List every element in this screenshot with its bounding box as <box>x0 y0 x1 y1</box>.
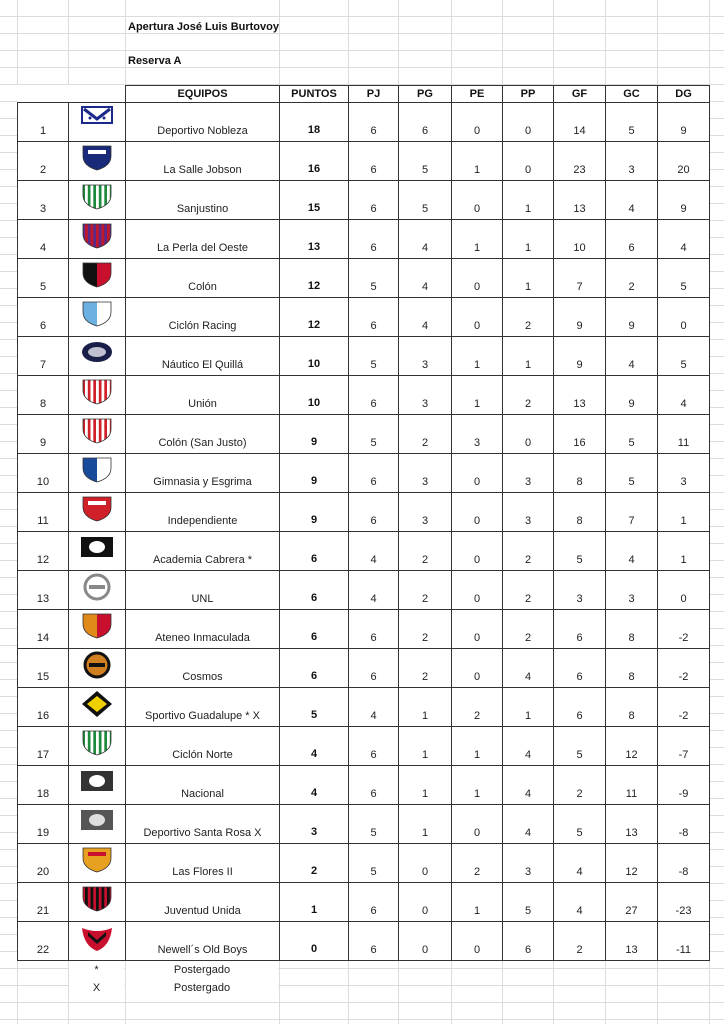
pe-cell: 0 <box>452 649 503 688</box>
dg-cell: -23 <box>658 883 710 922</box>
pg-cell: 1 <box>399 766 452 805</box>
footnote-text: Postergado <box>126 963 278 977</box>
team-name: Cosmos <box>126 649 280 688</box>
gc-cell: 4 <box>606 181 658 220</box>
table-row <box>18 337 710 376</box>
position-cell: 14 <box>18 610 69 649</box>
pj-cell: 6 <box>349 649 399 688</box>
pj-cell: 6 <box>349 298 399 337</box>
pe-cell: 3 <box>452 415 503 454</box>
points-cell: 4 <box>280 727 349 766</box>
table-row <box>18 727 710 766</box>
pg-cell: 2 <box>399 415 452 454</box>
gc-cell: 8 <box>606 610 658 649</box>
pg-cell: 0 <box>399 844 452 883</box>
juventud-unida-crest-icon <box>69 883 126 922</box>
pg-cell: 1 <box>399 727 452 766</box>
table-row <box>18 220 710 259</box>
dg-cell: -11 <box>658 922 710 961</box>
header-blank <box>69 86 126 103</box>
gc-cell: 11 <box>606 766 658 805</box>
position-cell: 12 <box>18 532 69 571</box>
pj-cell: 6 <box>349 220 399 259</box>
table-row <box>18 571 710 610</box>
pp-cell: 2 <box>503 571 554 610</box>
team-name: Academia Cabrera * <box>126 532 280 571</box>
gf-cell: 14 <box>554 103 606 142</box>
position-cell: 6 <box>18 298 69 337</box>
gf-cell: 6 <box>554 610 606 649</box>
gc-cell: 4 <box>606 532 658 571</box>
gf-cell: 7 <box>554 259 606 298</box>
dg-cell: 20 <box>658 142 710 181</box>
independiente-crest-icon <box>69 493 126 532</box>
position-cell: 8 <box>18 376 69 415</box>
pp-cell: 3 <box>503 454 554 493</box>
ciclon-norte-crest-icon <box>69 727 126 766</box>
gc-cell: 13 <box>606 922 658 961</box>
table-row <box>18 493 710 532</box>
table-row <box>18 532 710 571</box>
pp-cell: 2 <box>503 376 554 415</box>
points-cell: 6 <box>280 610 349 649</box>
pg-cell: 0 <box>399 883 452 922</box>
team-name: La Salle Jobson <box>126 142 280 181</box>
dg-cell: 5 <box>658 337 710 376</box>
pj-cell: 5 <box>349 259 399 298</box>
pp-cell: 2 <box>503 610 554 649</box>
team-name: Deportivo Nobleza <box>126 103 280 142</box>
points-cell: 10 <box>280 376 349 415</box>
team-name: Sanjustino <box>126 181 280 220</box>
pg-cell: 1 <box>399 805 452 844</box>
pp-cell: 4 <box>503 805 554 844</box>
table-row <box>18 103 710 142</box>
pp-cell: 4 <box>503 649 554 688</box>
las-flores-crest-icon <box>69 844 126 883</box>
points-cell: 10 <box>280 337 349 376</box>
pg-cell: 6 <box>399 103 452 142</box>
team-name: Ciclón Racing <box>126 298 280 337</box>
table-row <box>18 844 710 883</box>
pp-cell: 1 <box>503 181 554 220</box>
header-gf: GF <box>554 86 606 103</box>
pe-cell: 1 <box>452 727 503 766</box>
pg-cell: 2 <box>399 610 452 649</box>
position-cell: 22 <box>18 922 69 961</box>
position-cell: 9 <box>18 415 69 454</box>
ciclon-racing-crest-icon <box>69 298 126 337</box>
position-cell: 15 <box>18 649 69 688</box>
team-name: Juventud Unida <box>126 883 280 922</box>
page-subtitle: Reserva A <box>128 55 182 67</box>
pj-cell: 5 <box>349 805 399 844</box>
pp-cell: 4 <box>503 766 554 805</box>
team-name: UNL <box>126 571 280 610</box>
pg-cell: 2 <box>399 532 452 571</box>
pe-cell: 2 <box>452 844 503 883</box>
pe-cell: 2 <box>452 688 503 727</box>
dg-cell: 9 <box>658 103 710 142</box>
team-name: Las Flores II <box>126 844 280 883</box>
dg-cell: -2 <box>658 610 710 649</box>
footnote-symbol: * <box>69 963 124 977</box>
deportivo-santa-rosa-crest-icon <box>69 805 126 844</box>
sportivo-guadalupe-crest-icon <box>69 688 126 727</box>
dg-cell: -8 <box>658 805 710 844</box>
header-pj: PJ <box>349 86 399 103</box>
pp-cell: 0 <box>503 103 554 142</box>
pe-cell: 0 <box>452 259 503 298</box>
dg-cell: 11 <box>658 415 710 454</box>
pe-cell: 0 <box>452 298 503 337</box>
position-cell: 20 <box>18 844 69 883</box>
dg-cell: -8 <box>658 844 710 883</box>
header-pp: PP <box>503 86 554 103</box>
team-name: La Perla del Oeste <box>126 220 280 259</box>
gc-cell: 3 <box>606 571 658 610</box>
gc-cell: 3 <box>606 142 658 181</box>
pj-cell: 6 <box>349 454 399 493</box>
points-cell: 6 <box>280 649 349 688</box>
gf-cell: 2 <box>554 766 606 805</box>
points-cell: 9 <box>280 493 349 532</box>
points-cell: 9 <box>280 415 349 454</box>
pe-cell: 1 <box>452 766 503 805</box>
pg-cell: 0 <box>399 922 452 961</box>
pe-cell: 1 <box>452 142 503 181</box>
table-row <box>18 415 710 454</box>
page-title: Apertura José Luis Burtovoy <box>128 21 279 33</box>
pe-cell: 0 <box>452 922 503 961</box>
position-cell: 18 <box>18 766 69 805</box>
points-cell: 12 <box>280 259 349 298</box>
points-cell: 13 <box>280 220 349 259</box>
pe-cell: 0 <box>452 532 503 571</box>
gf-cell: 23 <box>554 142 606 181</box>
team-name: Independiente <box>126 493 280 532</box>
newells-old-boys-crest-icon <box>69 922 126 961</box>
position-cell: 2 <box>18 142 69 181</box>
gf-cell: 6 <box>554 649 606 688</box>
la-salle-jobson-crest-icon <box>69 142 126 181</box>
header-equipos: EQUIPOS <box>126 86 280 103</box>
gc-cell: 2 <box>606 259 658 298</box>
pj-cell: 6 <box>349 376 399 415</box>
la-perla-del-oeste-crest-icon <box>69 220 126 259</box>
points-cell: 18 <box>280 103 349 142</box>
gc-cell: 5 <box>606 454 658 493</box>
position-cell: 19 <box>18 805 69 844</box>
dg-cell: 9 <box>658 181 710 220</box>
table-header-row <box>18 86 710 103</box>
pg-cell: 3 <box>399 493 452 532</box>
ateneo-inmaculada-crest-icon <box>69 610 126 649</box>
table-row <box>18 298 710 337</box>
team-name: Náutico El Quillá <box>126 337 280 376</box>
points-cell: 12 <box>280 298 349 337</box>
gc-cell: 12 <box>606 727 658 766</box>
gf-cell: 9 <box>554 298 606 337</box>
pp-cell: 1 <box>503 688 554 727</box>
dg-cell: 0 <box>658 571 710 610</box>
colon-crest-icon <box>69 259 126 298</box>
pj-cell: 4 <box>349 688 399 727</box>
table-row <box>18 259 710 298</box>
pj-cell: 6 <box>349 922 399 961</box>
team-name: Newell´s Old Boys <box>126 922 280 961</box>
standings-table <box>17 85 710 961</box>
header-blank <box>18 86 69 103</box>
table-row <box>18 649 710 688</box>
pe-cell: 1 <box>452 337 503 376</box>
position-cell: 7 <box>18 337 69 376</box>
pj-cell: 6 <box>349 883 399 922</box>
team-name: Sportivo Guadalupe * X <box>126 688 280 727</box>
unl-crest-icon <box>69 571 126 610</box>
gf-cell: 16 <box>554 415 606 454</box>
pp-cell: 0 <box>503 415 554 454</box>
position-cell: 10 <box>18 454 69 493</box>
dg-cell: 1 <box>658 493 710 532</box>
gf-cell: 5 <box>554 727 606 766</box>
pe-cell: 0 <box>452 454 503 493</box>
gc-cell: 7 <box>606 493 658 532</box>
header-pg: PG <box>399 86 452 103</box>
gf-cell: 5 <box>554 805 606 844</box>
points-cell: 6 <box>280 571 349 610</box>
position-cell: 16 <box>18 688 69 727</box>
pp-cell: 3 <box>503 493 554 532</box>
points-cell: 16 <box>280 142 349 181</box>
gf-cell: 5 <box>554 532 606 571</box>
points-cell: 4 <box>280 766 349 805</box>
team-name: Colón <box>126 259 280 298</box>
dg-cell: -2 <box>658 649 710 688</box>
pj-cell: 6 <box>349 727 399 766</box>
table-row <box>18 454 710 493</box>
position-cell: 4 <box>18 220 69 259</box>
dg-cell: 5 <box>658 259 710 298</box>
pj-cell: 6 <box>349 181 399 220</box>
gc-cell: 8 <box>606 688 658 727</box>
gf-cell: 13 <box>554 376 606 415</box>
table-row <box>18 766 710 805</box>
union-crest-icon <box>69 376 126 415</box>
dg-cell: 4 <box>658 220 710 259</box>
pp-cell: 4 <box>503 727 554 766</box>
pg-cell: 5 <box>399 181 452 220</box>
pe-cell: 0 <box>452 805 503 844</box>
cosmos-crest-icon <box>69 649 126 688</box>
gf-cell: 4 <box>554 844 606 883</box>
pj-cell: 6 <box>349 610 399 649</box>
pj-cell: 5 <box>349 844 399 883</box>
pp-cell: 1 <box>503 337 554 376</box>
colon-san-justo-crest-icon <box>69 415 126 454</box>
pj-cell: 6 <box>349 766 399 805</box>
pe-cell: 0 <box>452 610 503 649</box>
table-row <box>18 688 710 727</box>
sanjustino-crest-icon <box>69 181 126 220</box>
table-row <box>18 142 710 181</box>
gf-cell: 3 <box>554 571 606 610</box>
dg-cell: -7 <box>658 727 710 766</box>
pg-cell: 4 <box>399 259 452 298</box>
pj-cell: 6 <box>349 493 399 532</box>
pg-cell: 3 <box>399 376 452 415</box>
gf-cell: 9 <box>554 337 606 376</box>
position-cell: 17 <box>18 727 69 766</box>
academia-cabrera-crest-icon <box>69 532 126 571</box>
pj-cell: 4 <box>349 571 399 610</box>
deportivo-nobleza-crest-icon <box>69 103 126 142</box>
pe-cell: 0 <box>452 103 503 142</box>
pg-cell: 4 <box>399 220 452 259</box>
pj-cell: 5 <box>349 337 399 376</box>
points-cell: 5 <box>280 688 349 727</box>
pp-cell: 6 <box>503 922 554 961</box>
team-name: Colón (San Justo) <box>126 415 280 454</box>
gf-cell: 2 <box>554 922 606 961</box>
points-cell: 9 <box>280 454 349 493</box>
points-cell: 2 <box>280 844 349 883</box>
team-name: Unión <box>126 376 280 415</box>
footnote-text: Postergado <box>126 981 278 995</box>
gc-cell: 6 <box>606 220 658 259</box>
pg-cell: 1 <box>399 688 452 727</box>
dg-cell: -2 <box>658 688 710 727</box>
gimnasia-y-esgrima-crest-icon <box>69 454 126 493</box>
table-row <box>18 883 710 922</box>
gf-cell: 6 <box>554 688 606 727</box>
header-gc: GC <box>606 86 658 103</box>
pg-cell: 2 <box>399 571 452 610</box>
team-name: Gimnasia y Esgrima <box>126 454 280 493</box>
pg-cell: 3 <box>399 454 452 493</box>
pe-cell: 1 <box>452 220 503 259</box>
team-name: Nacional <box>126 766 280 805</box>
pj-cell: 6 <box>349 103 399 142</box>
pe-cell: 0 <box>452 181 503 220</box>
position-cell: 13 <box>18 571 69 610</box>
gf-cell: 4 <box>554 883 606 922</box>
header-puntos: PUNTOS <box>280 86 349 103</box>
table-row <box>18 805 710 844</box>
dg-cell: 0 <box>658 298 710 337</box>
pp-cell: 5 <box>503 883 554 922</box>
gc-cell: 13 <box>606 805 658 844</box>
gf-cell: 8 <box>554 454 606 493</box>
dg-cell: 4 <box>658 376 710 415</box>
position-cell: 21 <box>18 883 69 922</box>
table-row <box>18 376 710 415</box>
pe-cell: 1 <box>452 883 503 922</box>
dg-cell: 1 <box>658 532 710 571</box>
pp-cell: 3 <box>503 844 554 883</box>
position-cell: 1 <box>18 103 69 142</box>
table-row <box>18 922 710 961</box>
nautico-el-quilla-crest-icon <box>69 337 126 376</box>
pe-cell: 0 <box>452 571 503 610</box>
gc-cell: 27 <box>606 883 658 922</box>
pj-cell: 5 <box>349 415 399 454</box>
gc-cell: 12 <box>606 844 658 883</box>
gf-cell: 8 <box>554 493 606 532</box>
pp-cell: 1 <box>503 259 554 298</box>
pp-cell: 2 <box>503 532 554 571</box>
gc-cell: 5 <box>606 103 658 142</box>
pg-cell: 5 <box>399 142 452 181</box>
gf-cell: 10 <box>554 220 606 259</box>
team-name: Ateneo Inmaculada <box>126 610 280 649</box>
table-row <box>18 181 710 220</box>
pg-cell: 2 <box>399 649 452 688</box>
points-cell: 15 <box>280 181 349 220</box>
footnote-symbol: X <box>69 981 124 995</box>
gc-cell: 4 <box>606 337 658 376</box>
nacional-crest-icon <box>69 766 126 805</box>
pe-cell: 1 <box>452 376 503 415</box>
position-cell: 5 <box>18 259 69 298</box>
header-pe: PE <box>452 86 503 103</box>
pp-cell: 2 <box>503 298 554 337</box>
dg-cell: -9 <box>658 766 710 805</box>
team-name: Deportivo Santa Rosa X <box>126 805 280 844</box>
pg-cell: 4 <box>399 298 452 337</box>
points-cell: 0 <box>280 922 349 961</box>
pe-cell: 0 <box>452 493 503 532</box>
points-cell: 6 <box>280 532 349 571</box>
dg-cell: 3 <box>658 454 710 493</box>
header-dg: DG <box>658 86 710 103</box>
gc-cell: 9 <box>606 298 658 337</box>
points-cell: 1 <box>280 883 349 922</box>
gc-cell: 5 <box>606 415 658 454</box>
gc-cell: 8 <box>606 649 658 688</box>
points-cell: 3 <box>280 805 349 844</box>
table-row <box>18 610 710 649</box>
gf-cell: 13 <box>554 181 606 220</box>
pj-cell: 6 <box>349 142 399 181</box>
pj-cell: 4 <box>349 532 399 571</box>
position-cell: 3 <box>18 181 69 220</box>
pp-cell: 0 <box>503 142 554 181</box>
position-cell: 11 <box>18 493 69 532</box>
gc-cell: 9 <box>606 376 658 415</box>
pg-cell: 3 <box>399 337 452 376</box>
team-name: Ciclón Norte <box>126 727 280 766</box>
pp-cell: 1 <box>503 220 554 259</box>
